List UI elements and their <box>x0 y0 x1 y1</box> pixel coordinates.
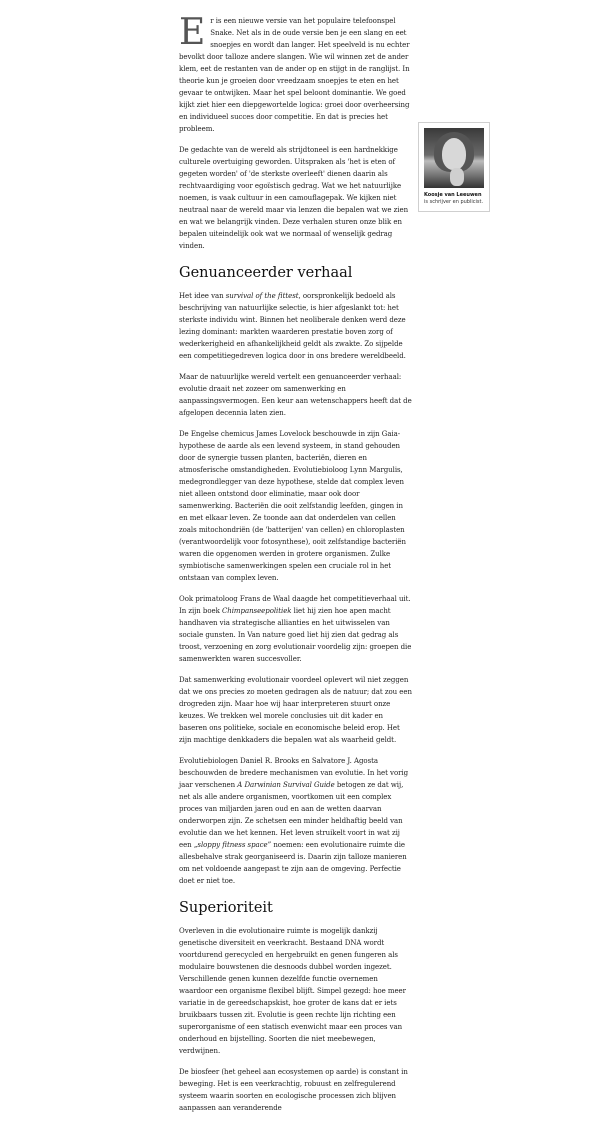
paragraph: De gedachte van de wereld als strijdtoneel is een hardnekkige culturele overtuiging geworden. Uitspraken als 'het is eten of gegeten worden' of 'de sterkste overleeft' dienen daarin als rechtvaardiging voor egoïstisch gedrag. Wat we het natuurlijke noemen, is vaak cultuur in een camouflagepak. We kijken niet neutraal naar de wereld maar via lenzen die bepalen wat we zien en wat we belangrijk vinden. Deze verhalen sturen onze blik en bepalen uiteindelijk ook wat we normaal of wenselijk gedrag vinden. <box>179 146 409 250</box>
paragraph: Overleven in die evolutionaire ruimte is mogelijk dankzij genetische diversiteit en veerkracht. Bestaand DNA wordt voortdurend gerecycled en hergebruikt en genen fungeren als modulaire bouwstenen die desnoods dubbel worden ingezet. Verschillende genen kunnen dezelfde functie overnemen waardoor een organisme flexibel blijft. Simpel gezegd: hoe meer variatie in de gereedschapskist, hoe groter de kans dat er iets bruikbaars tussen zit. Evolutie is geen rechte lijn richting een superorganisme of een statisch evenwicht maar een proces van onderhoud en bijstelling. Soorten die niet meebewegen, verdwijnen. <box>179 927 406 1055</box>
section-heading: Genuanceerder verhaal <box>179 265 353 281</box>
paragraph: Dat samenwerking evolutionair voordeel oplevert wil niet zeggen dat we ons precies zo moeten gedragen als de natuur; dat zou een drogreden zijn. Maar hoe wij haar interpreteren stuurt onze keuzes. We trekken wel morele conclusies uit dit kader en baseren ons politieke, sociale en economische beleid erop. Het zijn machtige denkkaders die bepalen wat als waarheid geldt. <box>179 676 412 744</box>
drop-cap: E <box>179 12 206 53</box>
paragraph: De Engelse chemicus James Lovelock beschouwde in zijn Gaia-hypothese de aarde als een levend systeem, in stand gehouden door de synergie tussen planten, bacteriën, dieren en atmosferische omstandigheden. Evolutiebioloog Lynn Margulis, medegrondlegger van deze hypothese, stelde dat complex leven niet alleen ontstond door eliminatie, maar ook door samenwerking. Bacteriën die ooit zelfstandig leefden, gingen in en met elkaar leven. Ze toonde aan dat onderdelen van cellen zoals mitochondriën (de 'batterijen' van cellen) en chloroplasten (verantwoordelijk voor fotosynthese), ooit zelfstandige bacteriën waren die opgenomen werden in grotere organismen. Zulke symbiotische samenwerkingen spelen een cruciale rol in het ontstaan van complex leven. <box>179 430 406 582</box>
intro-paragraph: Er is een nieuwe versie van het populaire telefoonspel Snake. Net als in de oude versie ben je een slang en eet snoepjes en wordt dan langer. Het speelveld is nu echter bevolkt door talloze andere slangen. Wie wil winnen zet de ander klem, eet de restanten van de ander op en stijgt in de ranglijst. In theorie kun je groeien door vreedzaam snoepjes te eten en het gevaar te ontwijken. Maar het spel beloont dominantie. We goed kijkt ziet hier een diepgewortelde logica: groei door overheersing en individueel succes door competitie. En dat is precies het probleem. <box>179 12 410 133</box>
paragraph: Maar de natuurlijke wereld vertelt een genuanceerder verhaal: evolutie draait net zozeer om samenwerking en aanpassingsvermogen. Een keur aan wetenschappers heeft dat de afgelopen decennia laten zien. <box>179 373 412 417</box>
author-caption: Koosje van Leeuwen is schrijver en publicist. <box>424 192 484 205</box>
section-heading: Superioriteit <box>179 900 273 916</box>
author-name: Koosje van Leeuwen <box>424 192 482 198</box>
author-box <box>418 122 490 212</box>
paragraph: De biosfeer (het geheel aan ecosystemen op aarde) is constant in beweging. Het is een veerkrachtig, robuust en zelfregulerend systeem waarin soorten en ecologische processen zich blijven aanpassen aan veranderende <box>179 1068 408 1112</box>
paragraph: Het idee van survival of the fittest, oorspronkelijk bedoeld als beschrijving van natuurlijke selectie, is hier afgeslankt tot: het sterkste individu wint. Binnen het neoliberale denken werd deze lezing dominant: markten waarderen prestatie boven zorg of wederkerigheid en afhankelijkheid geldt als zwakte. Zo sijpelde een competitiegedreven logica door in ons bredere wereldbeeld. <box>179 292 406 360</box>
paragraph: Evolutiebiologen Daniel R. Brooks en Salvatore J. Agosta beschouwden de bredere mechanismen van evolutie. In het vorig jaar verschenen A Darwinian Survival Guide betogen ze dat wij, net als alle andere organismen, voortkomen uit een complex proces van miljarden jaren oud en aan de wetten daarvan onderworpen zijn. Ze schetsen een minder heldhaftig beeld van evolutie dan we het kennen. Het leven struikelt voort in wat zij een „sloppy fitness space” noemen: een evolutionaire ruimte die allesbehalve strak georganiseerd is. Daarin zijn talloze manieren om net voldoende aangepast te zijn aan de omgeving. Perfectie doet er niet toe. <box>179 757 409 885</box>
author-photo <box>424 128 484 188</box>
paragraph: Ook primatoloog Frans de Waal daagde het competitieverhaal uit. In zijn boek Chimpanseepolitiek liet hij zien hoe apen macht handhaven via strategische allianties en het uitwisselen van sociale gunsten. In Van nature goed liet hij zien dat gedrag als troost, verzoening en zorg evolutionair voordelig zijn: groepen die samenwerkten waren succesvoller. <box>179 595 412 663</box>
article-body <box>179 12 413 1123</box>
